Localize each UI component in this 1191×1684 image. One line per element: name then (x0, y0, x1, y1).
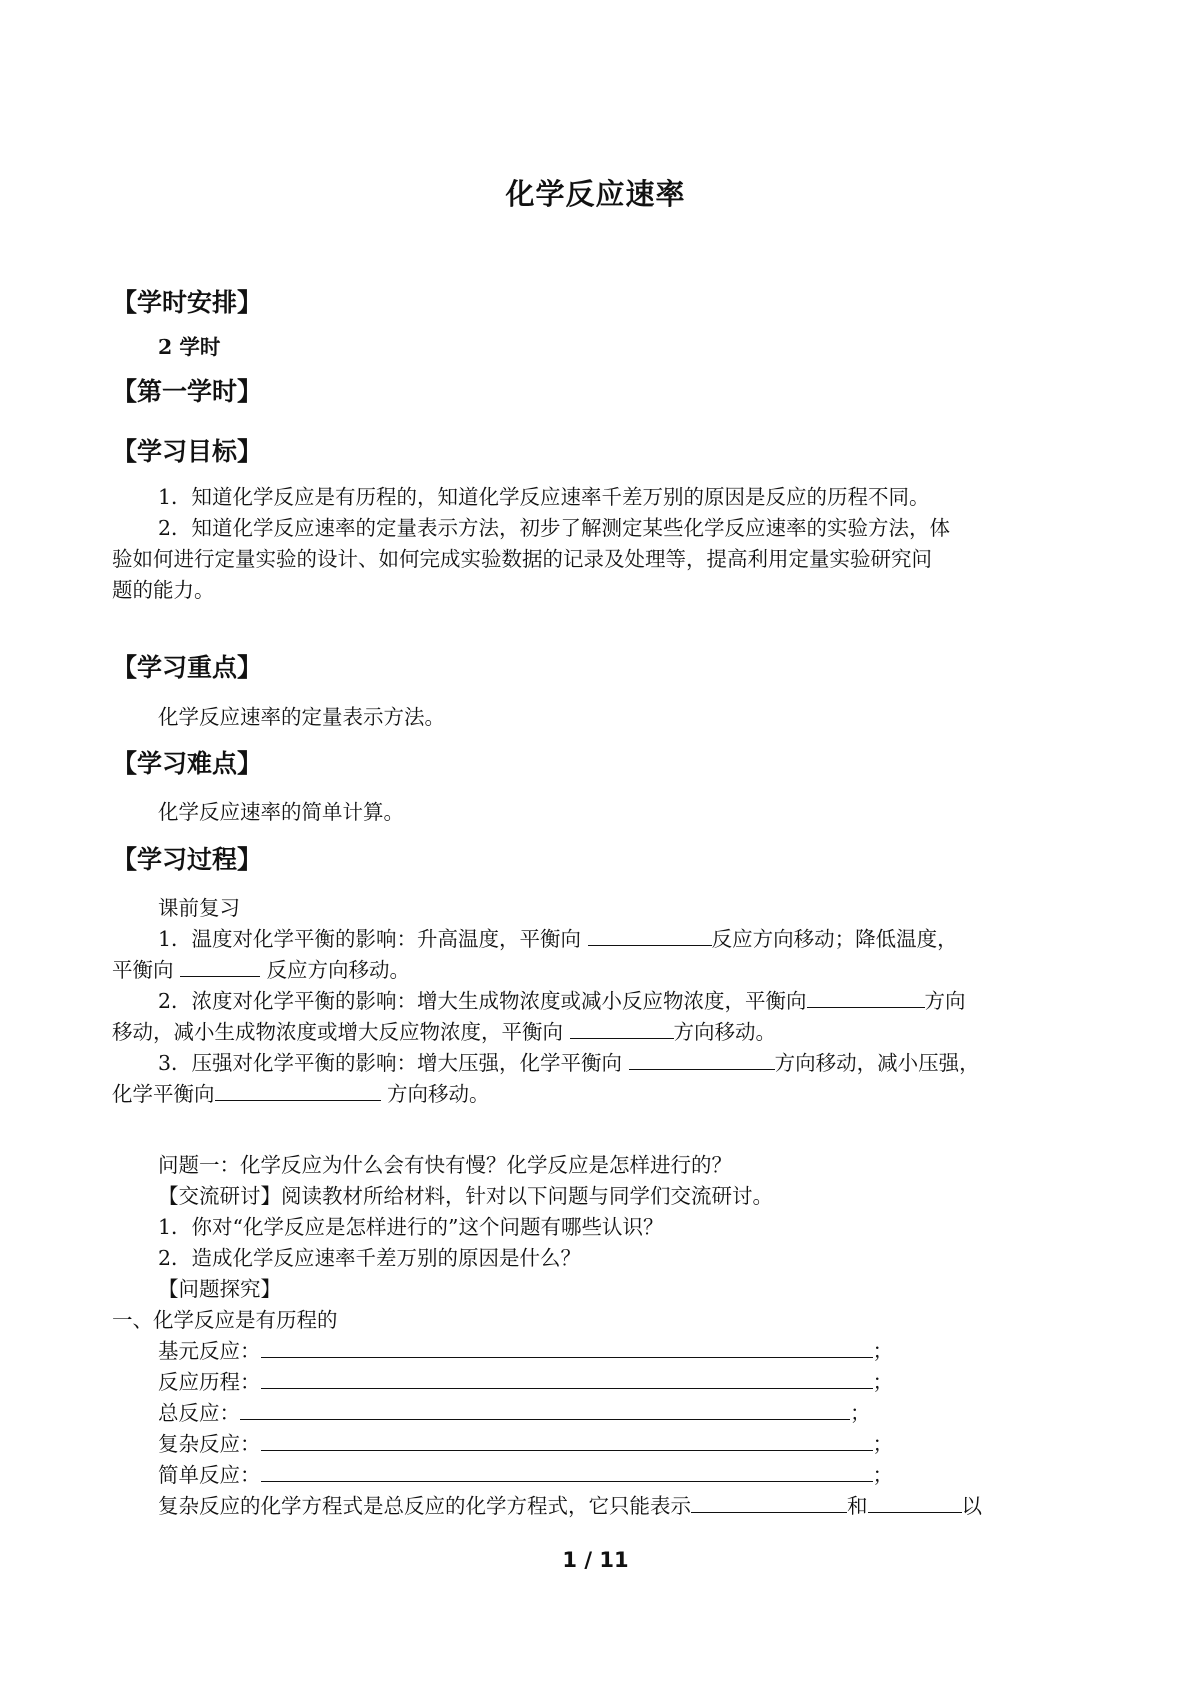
section-heading-objectives: 【学习目标】 (112, 437, 263, 466)
discussion-item-1: 1．你对“化学反应是怎样进行的”这个问题有哪些认识？ (158, 1215, 664, 1239)
definition-overall-reaction (158, 1396, 871, 1426)
fill-blank[interactable] (261, 1340, 873, 1358)
complex-reaction-note (158, 1489, 982, 1519)
definition-complex-reaction (158, 1427, 893, 1457)
note-text-c: 以 (961, 1494, 982, 1518)
label-simple: 简单反应： (158, 1463, 261, 1487)
fill-blank[interactable] (868, 1495, 962, 1513)
label-overall: 总反应： (158, 1401, 240, 1425)
review-q2-text-b: 方向 (924, 989, 966, 1013)
section-heading-process: 【学习过程】 (112, 845, 263, 874)
problem-one: 问题一：化学反应为什么会有快有慢？化学反应是怎样进行的？ (158, 1153, 732, 1177)
note-text-a: 复杂反应的化学方程式是总反应的化学方程式，它只能表示 (158, 1494, 691, 1518)
page-number: 1 / 11 (562, 1548, 629, 1572)
definition-elementary-reaction (158, 1334, 893, 1364)
page-title: 化学反应速率 (505, 177, 686, 211)
review-q3-text-a: 3．压强对化学平衡的影响：增大压强，化学平衡向 (158, 1051, 623, 1075)
review-q3-text-d: 方向移动。 (387, 1082, 490, 1106)
difficulty-text: 化学反应速率的简单计算。 (158, 800, 404, 824)
review-q3-text-b: 方向移动，减小压强， (774, 1051, 980, 1075)
fill-blank[interactable] (691, 1495, 847, 1513)
review-question-2-line-1 (158, 984, 966, 1014)
fill-blank[interactable] (261, 1433, 873, 1451)
section-heading-schedule: 【学时安排】 (112, 288, 263, 317)
fill-blank[interactable] (261, 1371, 873, 1389)
review-question-1-line-2 (112, 953, 410, 983)
review-q1-text-c: 平衡向 (112, 958, 174, 982)
part-one-heading: 一、化学反应是有历程的 (112, 1308, 338, 1332)
discussion-intro: 【交流研讨】阅读教材所给材料，针对以下问题与同学们交流研讨。 (158, 1184, 773, 1208)
objective-item-2-line-2: 验如何进行定量实验的设计、如何完成实验数据的记录及处理等，提高利用定量实验研究问 (112, 547, 932, 571)
semicolon: ； (872, 1370, 893, 1394)
review-q1-text-a: 1．温度对化学平衡的影响：升高温度，平衡向 (158, 927, 582, 951)
review-question-3-line-1 (158, 1046, 980, 1076)
fill-blank[interactable] (588, 928, 712, 946)
fill-blank[interactable] (215, 1083, 381, 1101)
review-q2-text-c: 移动，减小生成物浓度或增大反应物浓度，平衡向 (112, 1020, 563, 1044)
definition-simple-reaction (158, 1458, 893, 1488)
semicolon: ； (872, 1339, 893, 1363)
discussion-item-2: 2．造成化学反应速率千差万别的原因是什么？ (158, 1246, 582, 1270)
section-heading-first-period: 【第一学时】 (112, 377, 263, 406)
review-label: 课前复习 (158, 896, 240, 920)
label-elementary: 基元反应： (158, 1339, 261, 1363)
semicolon: ； (872, 1463, 893, 1487)
review-question-1-line-1 (158, 922, 958, 952)
explore-heading: 【问题探究】 (158, 1277, 281, 1301)
key-point-text: 化学反应速率的定量表示方法。 (158, 705, 445, 729)
objective-item-1: 1．知道化学反应是有历程的，知道化学反应速率千差万别的原因是反应的历程不同。 (158, 485, 930, 509)
fill-blank[interactable] (180, 959, 260, 977)
review-question-2-line-2 (112, 1015, 776, 1045)
definition-reaction-mechanism (158, 1365, 893, 1395)
fill-blank[interactable] (807, 990, 925, 1008)
review-q2-text-d: 方向移动。 (673, 1020, 777, 1044)
semicolon: ； (850, 1401, 871, 1425)
section-heading-key-point: 【学习重点】 (112, 653, 263, 682)
fill-blank[interactable] (240, 1402, 850, 1420)
review-q3-text-c: 化学平衡向 (112, 1082, 215, 1106)
fill-blank[interactable] (261, 1464, 873, 1482)
objective-item-2-line-1: 2．知道化学反应速率的定量表示方法，初步了解测定某些化学反应速率的实验方法，体 (158, 516, 951, 540)
schedule-value: 2 学时 (158, 335, 221, 359)
review-question-3-line-2 (112, 1077, 490, 1107)
section-heading-difficulty: 【学习难点】 (112, 749, 263, 778)
semicolon: ； (872, 1432, 893, 1456)
review-q2-text-a: 2．浓度对化学平衡的影响：增大生成物浓度或减小反应物浓度，平衡向 (158, 989, 807, 1013)
label-complex: 复杂反应： (158, 1432, 261, 1456)
objective-item-2-line-3: 题的能力。 (112, 578, 215, 602)
note-text-b: 和 (847, 1494, 868, 1518)
review-q1-text-d: 反应方向移动。 (266, 958, 411, 982)
review-q1-text-b: 反应方向移动；降低温度， (711, 927, 958, 951)
fill-blank[interactable] (629, 1052, 775, 1070)
fill-blank[interactable] (570, 1021, 674, 1039)
label-mechanism: 反应历程： (158, 1370, 261, 1394)
